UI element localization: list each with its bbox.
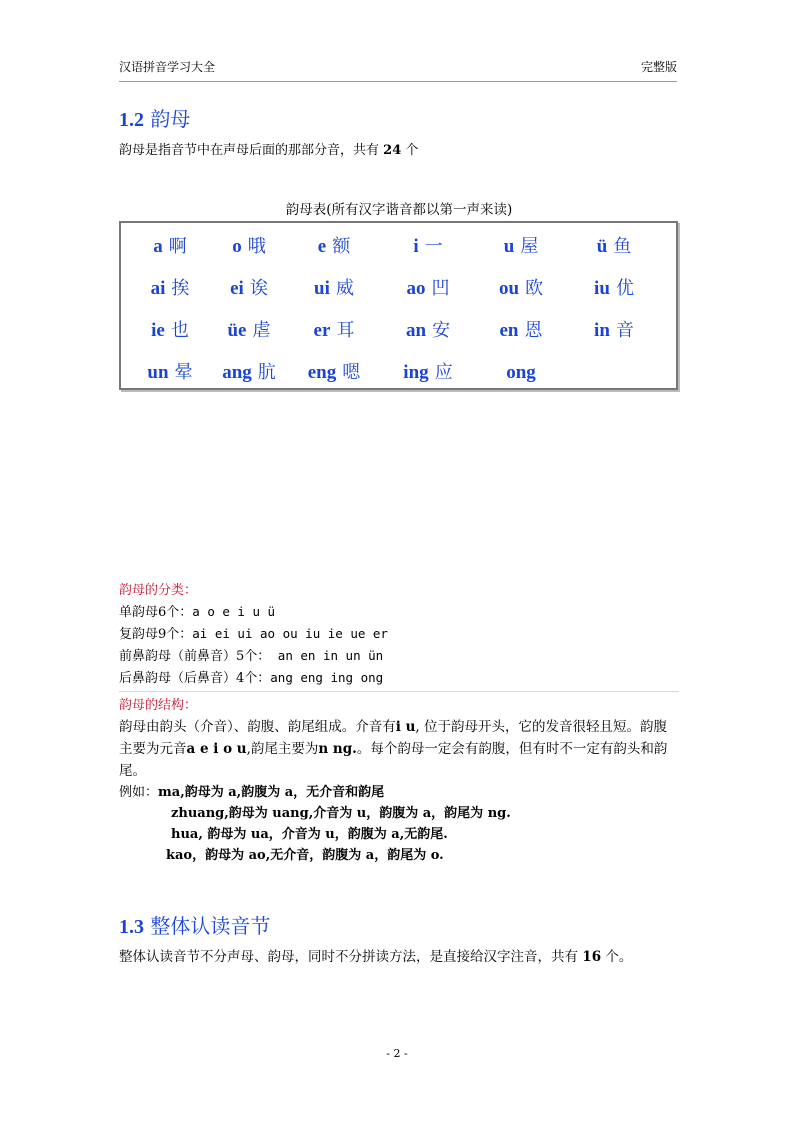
table-cell: [295, 225, 373, 268]
table-cell: [131, 351, 209, 394]
homophone-character: 欧: [525, 278, 544, 299]
p-text: 。每个韵母一定会有韵腹，但有时不一定有韵头和韵尾。: [119, 741, 668, 779]
p-text: 韵母由韵头（介音）、韵腹、韵尾组成。介音有: [119, 719, 396, 735]
p-bold: i u: [395, 719, 416, 735]
pinyin-final: ie: [151, 320, 165, 341]
pinyin-final: iu: [594, 278, 610, 299]
table-cell: [210, 351, 288, 394]
classification-line-4: [119, 667, 383, 689]
table-cell: [389, 351, 467, 394]
pinyin-final: e: [317, 236, 327, 257]
homophone-character: 音: [615, 320, 634, 341]
section-12-number: 1.2: [119, 109, 144, 131]
header-left-title: 汉语拼音学习大全: [119, 60, 216, 74]
homophone-character: 威: [335, 278, 354, 299]
example-text: ma,韵母为 a,韵腹为 a，无介音和韵尾: [158, 785, 385, 800]
homophone-character: 凹: [431, 278, 450, 299]
homophone-character: 应: [434, 362, 453, 383]
table-cell: [210, 309, 288, 352]
classification-line-2: [119, 623, 388, 645]
homophone-character: 哦: [247, 236, 266, 257]
table-cell: [482, 351, 560, 394]
section-13-heading: [119, 913, 270, 940]
homophone-character: 啊: [168, 236, 187, 257]
table-caption: 韵母表(所有汉字谐音都以第一声来读): [285, 202, 513, 218]
table-cell: [575, 225, 653, 268]
section-12-heading: [119, 106, 190, 133]
p-bold: a e i o u: [186, 741, 247, 757]
table-cell: [575, 309, 653, 352]
pinyin-final: ei: [230, 278, 244, 299]
line-label: 前鼻韵母（前鼻音）5个：: [119, 649, 271, 664]
table-cell: [210, 267, 288, 310]
homophone-character: 一: [424, 236, 443, 257]
section-12-intro: [119, 141, 679, 160]
classification-line-1: [119, 601, 275, 623]
line-value: a o e i u ü: [192, 604, 276, 619]
p-text: ,韵尾主要为: [246, 741, 319, 757]
finals-table: [119, 221, 678, 390]
pinyin-final: er: [313, 320, 331, 341]
section-13-title: 整体认读音节: [150, 914, 271, 938]
pinyin-final: ui: [314, 278, 330, 299]
pinyin-final: u: [503, 236, 515, 257]
pinyin-final: ong: [506, 362, 536, 383]
table-cell: [389, 267, 467, 310]
table-cell: [295, 309, 373, 352]
table-cell: [131, 267, 209, 310]
pinyin-final: ao: [406, 278, 426, 299]
homophone-character: 虐: [252, 320, 271, 341]
homophone-character: 晕: [174, 362, 193, 383]
table-cell: [389, 225, 467, 268]
homophone-character: 鱼: [613, 236, 632, 257]
intro-suffix: 个: [405, 143, 419, 158]
pinyin-final: ai: [150, 278, 166, 299]
intro-text: 整体认读音节不分声母、韵母，同时不分拼读方法，是直接给汉字注音，共有: [119, 949, 578, 965]
header-rule: [119, 81, 677, 82]
structure-paragraph: [119, 716, 679, 782]
table-cell: [131, 225, 209, 268]
table-cell: [482, 309, 560, 352]
pinyin-final: un: [147, 362, 169, 383]
intro-text: 韵母是指音节中在声母后面的那部分音，共有: [119, 143, 380, 158]
homophone-character: 诶: [249, 278, 268, 299]
table-cell: [210, 225, 288, 268]
section-13-intro: [119, 946, 679, 968]
homophone-character: 嗯: [342, 362, 361, 383]
pinyin-final: i: [413, 236, 419, 257]
intro-count: 16: [582, 949, 602, 965]
example-line-2: zhuang,韵母为 uang,介音为 u，韵腹为 a，韵尾为 ng.: [171, 806, 511, 821]
pinyin-final: ang: [222, 362, 252, 383]
classification-heading: 韵母的分类：: [119, 583, 198, 598]
homophone-character: 挨: [171, 278, 190, 299]
line-label: 复韵母9个：: [119, 627, 193, 642]
pinyin-final: ou: [498, 278, 520, 299]
table-cell: [482, 267, 560, 310]
homophone-character: 优: [615, 278, 634, 299]
table-cell: [131, 309, 209, 352]
intro-count: 24: [383, 143, 402, 158]
p-bold: n ng.: [318, 741, 357, 757]
example-line-4: kao，韵母为 ao,无介音，韵腹为 a，韵尾为 o.: [166, 848, 444, 863]
divider: [119, 691, 679, 692]
intro-suffix: 个。: [605, 949, 633, 965]
header-right-title: 完整版: [640, 60, 677, 74]
p-text: , 位于韵母开头，它的发音很轻且短。韵腹主要为元音: [119, 719, 667, 757]
example-line-3: hua, 韵母为 ua，介音为 u，韵腹为 a,无韵尾.: [171, 827, 448, 842]
pinyin-final: üe: [227, 320, 247, 341]
page-number: - 2 -: [386, 1047, 408, 1060]
table-cell: [482, 225, 560, 268]
table-row: [121, 309, 676, 351]
table-cell: [389, 309, 467, 352]
pinyin-final: ü: [596, 236, 608, 257]
pinyin-final: in: [594, 320, 610, 341]
line-value: ang eng ing ong: [270, 670, 384, 685]
homophone-character: 恩: [524, 320, 543, 341]
line-value: an en in un ün: [270, 648, 384, 663]
classification-line-3: [119, 645, 383, 667]
pinyin-final: o: [232, 236, 242, 257]
pinyin-final: a: [153, 236, 163, 257]
example-label: 例如：: [119, 785, 159, 800]
example-line-1: [119, 782, 384, 803]
homophone-character: 耳: [336, 320, 355, 341]
section-12-title: 韵母: [150, 107, 191, 131]
line-label: 单韵母6个：: [119, 605, 193, 620]
pinyin-final: ing: [403, 362, 429, 383]
table-cell: [575, 267, 653, 310]
table-cell: [295, 351, 373, 394]
table-cell: [295, 267, 373, 310]
homophone-character: 肮: [257, 362, 276, 383]
section-13-number: 1.3: [119, 916, 144, 938]
line-value: ai ei ui ao ou iu ie ue er: [192, 626, 388, 641]
table-row: [121, 267, 676, 309]
structure-heading: 韵母的结构：: [119, 698, 198, 713]
pinyin-final: an: [405, 320, 427, 341]
homophone-character: 也: [170, 320, 189, 341]
homophone-character: 安: [432, 320, 451, 341]
table-row: [121, 351, 676, 393]
homophone-character: 额: [332, 236, 351, 257]
table-row: [121, 225, 676, 267]
pinyin-final: eng: [307, 362, 337, 383]
homophone-character: 屋: [520, 236, 539, 257]
pinyin-final: en: [499, 320, 519, 341]
line-label: 后鼻韵母（后鼻音）4个：: [119, 671, 271, 686]
